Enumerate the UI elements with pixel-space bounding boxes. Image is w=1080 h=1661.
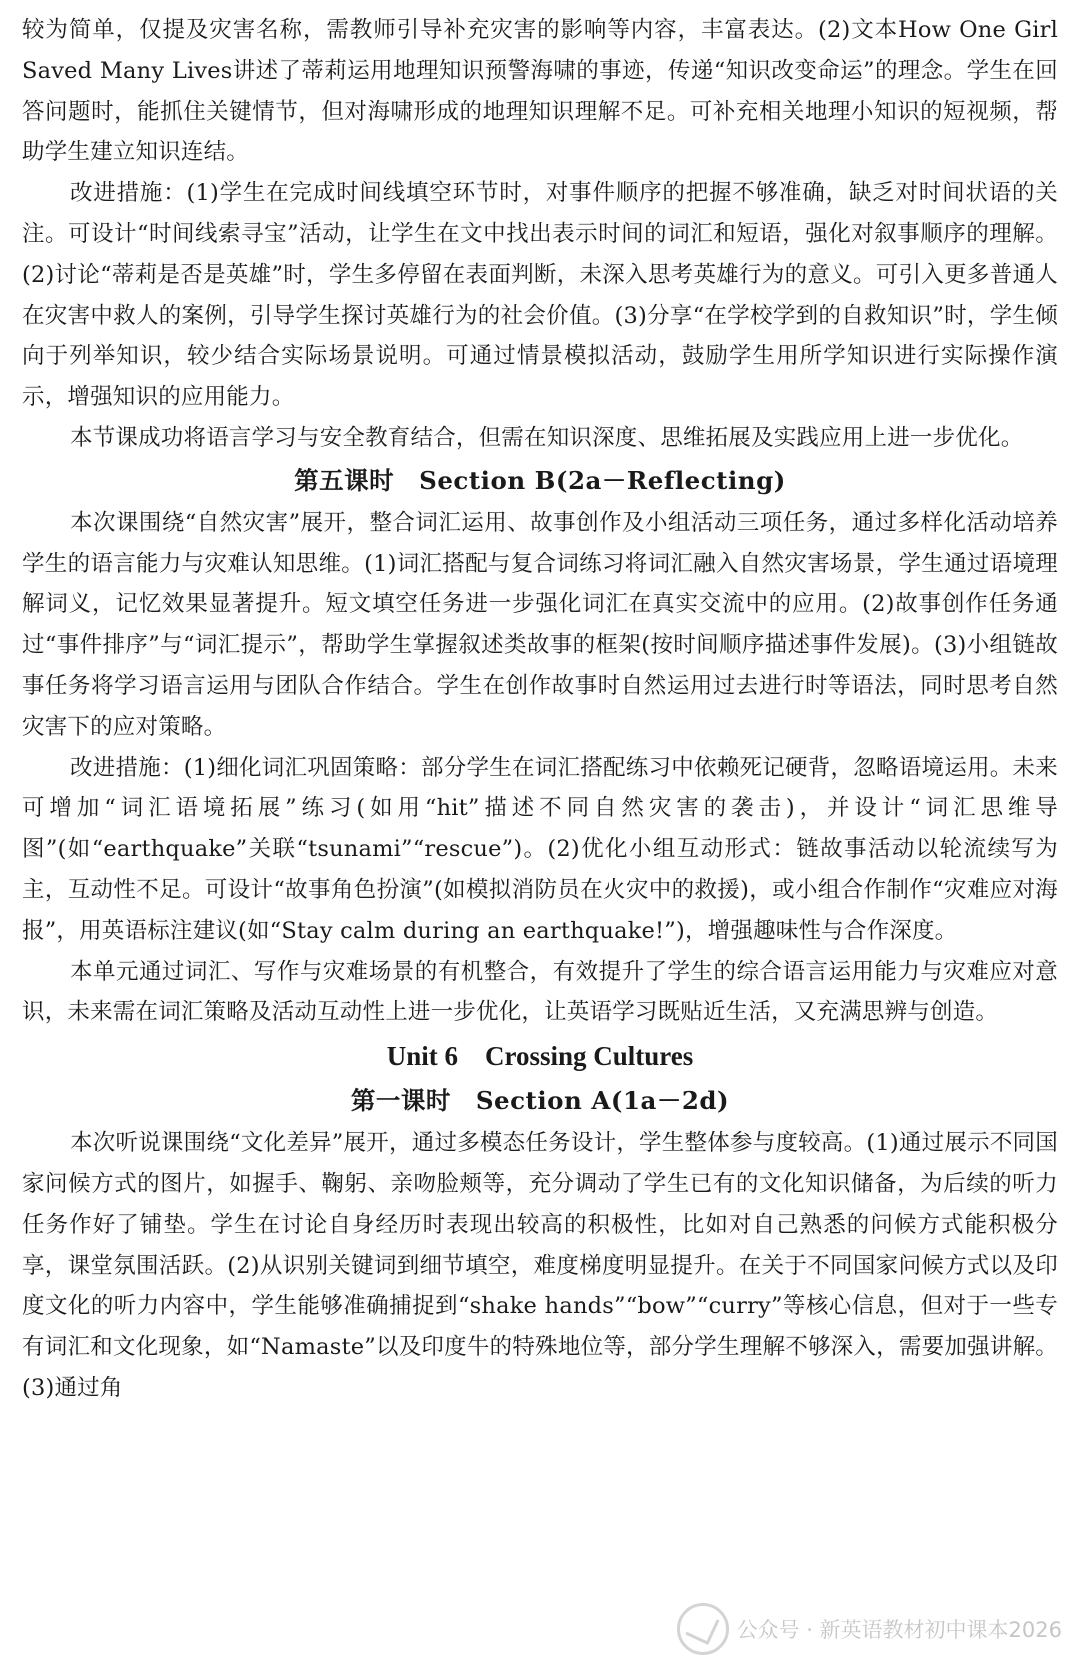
paragraph-2: 改进措施：(1)学生在完成时间线填空环节时，对事件顺序的把握不够准确，缺乏对时间状语的关注。可设计“时间线索寻宝”活动，让学生在文中找出表示时间的词汇和短语，强化对叙事顺序的理解。(2)讨论“蒂莉是否是英雄”时，学生多停留在表面判断，未深入思考英雄行为的意义。可引入更多普通人在灾害中救人的案例，引导学生探讨英雄行为的社会价值。(3)分享“在学校学到的自救知识”时，学生倾向于列举知识，较少结合实际场景说明。可通过情景模拟活动，鼓励学生用所学知识进行实际操作演示，增强知识的应用能力。 — [22, 180, 1058, 411]
unit-6-title: Unit 6 Crossing Cultures — [386, 1041, 694, 1072]
paragraph-6: 本单元通过词汇、写作与灾难场景的有机整合，有效提升了学生的综合语言运用能力与灾难应对意识，未来需在词汇策略及活动互动性上进一步优化，让英语学习既贴近生活，又充满思辨与创造。 — [22, 958, 1058, 1026]
paragraph-7: 本次听说课围绕“文化差异”展开，通过多模态任务设计，学生整体参与度较高。(1)通过展示不同国家问候方式的图片，如握手、鞠躬、亲吻脸颊等，充分调动了学生已有的文化知识储备，为后续的听力任务作好了铺垫。学生在讨论自身经历时表现出较高的积极性，比如对自己熟悉的问候方式能积极分享，课堂氛围活跃。(2)从识别关键词到细节填空，难度梯度明显提升。在关于不同国家问候方式以及印度文化的听力内容中，学生能够准确捕捉到“shake hands”“bow”“curry”等核心信息，但对于一些专有词汇和文化现象，如“Namaste”以及印度牛的特殊地位等，部分学生理解不够深入，需要加强讲解。(3)通过角 — [22, 1130, 1058, 1401]
paragraph-3: 本节课成功将语言学习与安全教育结合，但需在知识深度、思维拓展及实践应用上进一步优化。 — [70, 424, 1024, 451]
watermark — [677, 1603, 1062, 1655]
watermark-text: 公众号 · 新英语教材初中课本2026 — [736, 1618, 1062, 1642]
paragraph-4: 本次课围绕“自然灾害”展开，整合词汇运用、故事创作及小组活动三项任务，通过多样化活动培养学生的语言能力与灾难认知思维。(1)词汇搭配与复合词练习将词汇融入自然灾害场景，学生通过语境理解词义，记忆效果显著提升。短文填空任务进一步强化词汇在真实交流中的应用。(2)故事创作任务通过“事件排序”与“词汇提示”，帮助学生掌握叙述类故事的框架(按时间顺序描述事件发展)。(3)小组链故事任务将学习语言运用与团队合作结合。学生在创作故事时自然运用过去进行时等语法，同时思考自然灾害下的应对策略。 — [22, 509, 1058, 740]
lesson-5-heading: 第五课时 Section B(2a－Reflecting) — [294, 465, 786, 495]
lesson-1-heading: 第一课时 Section A(1a－2d) — [350, 1086, 730, 1116]
paragraph-5: 改进措施：(1)细化词汇巩固策略：部分学生在词汇搭配练习中依赖死记硬背，忽略语境运用。未来可增加“词汇语境拓展”练习(如用“hit”描述不同自然灾害的袭击)，并设计“词汇思维导图”(如“earthquake”关联“tsunami”“rescue”)。(2)优化小组互动形式：链故事活动以轮流续写为主，互动性不足。可设计“故事角色扮演”(如模拟消防员在火灾中的救援)，或小组合作制作“灾难应对海报”，用英语标注建议(如“Stay calm during an earthquake!”)，增强趣味性与合作深度。 — [22, 754, 1058, 944]
paragraph-1: 较为简单，仅提及灾害名称，需教师引导补充灾害的影响等内容，丰富表达。(2)文本How One Girl Saved Many Lives讲述了蒂莉运用地理知识预警海啸的事迹，传递“知识改变命运”的理念。学生在回答问题时，能抓住关键情节，但对海啸形成的地理知识理解不足。可补充相关地理小知识的短视频，帮助学生建立知识连结。 — [22, 17, 1058, 166]
document-page — [22, 10, 1058, 1409]
watermark-logo-icon — [677, 1603, 729, 1655]
